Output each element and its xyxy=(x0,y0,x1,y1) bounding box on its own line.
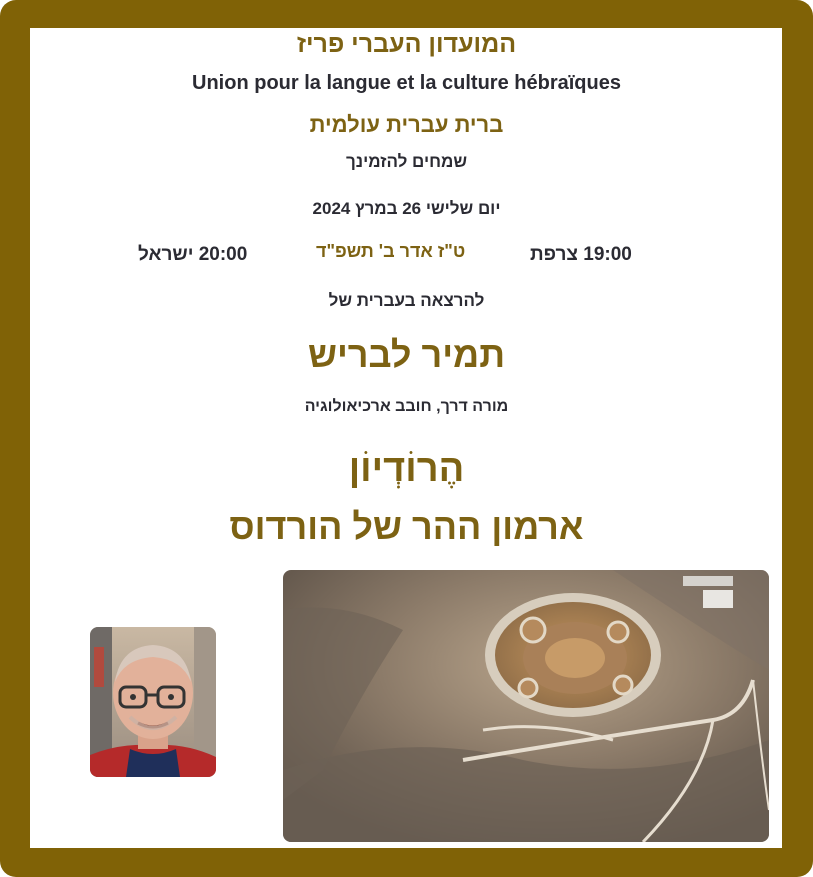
time-france: 19:00 צרפת xyxy=(530,244,632,265)
speaker-photo xyxy=(90,627,216,777)
time-israel: 20:00 ישראל xyxy=(138,244,248,265)
event-date: יום שלישי 26 במרץ 2024 xyxy=(312,199,501,218)
lecture-intro: להרצאה בעברית של xyxy=(328,291,485,310)
brit-ivrit-olamit: ברית עברית עולמית xyxy=(309,112,504,137)
topic-subtitle: ארמון ההר של הורדוס xyxy=(229,506,584,547)
topic-title: הֶרוֹדְיוֹן xyxy=(348,448,465,490)
hebrew-date: ט"ז אדר ב' תשפ"ד xyxy=(316,241,466,261)
speaker-role: מורה דרך, חובב ארכיאולוגיה xyxy=(304,398,509,415)
club-name: המועדון העברי פריז xyxy=(296,30,517,58)
speaker-name: תמיר לבריש xyxy=(307,334,506,375)
union-name: Union pour la langue et la culture hébraïques xyxy=(192,72,621,94)
herodion-aerial-photo xyxy=(283,570,769,842)
invite-text: שמחים להזמינך xyxy=(345,152,468,171)
